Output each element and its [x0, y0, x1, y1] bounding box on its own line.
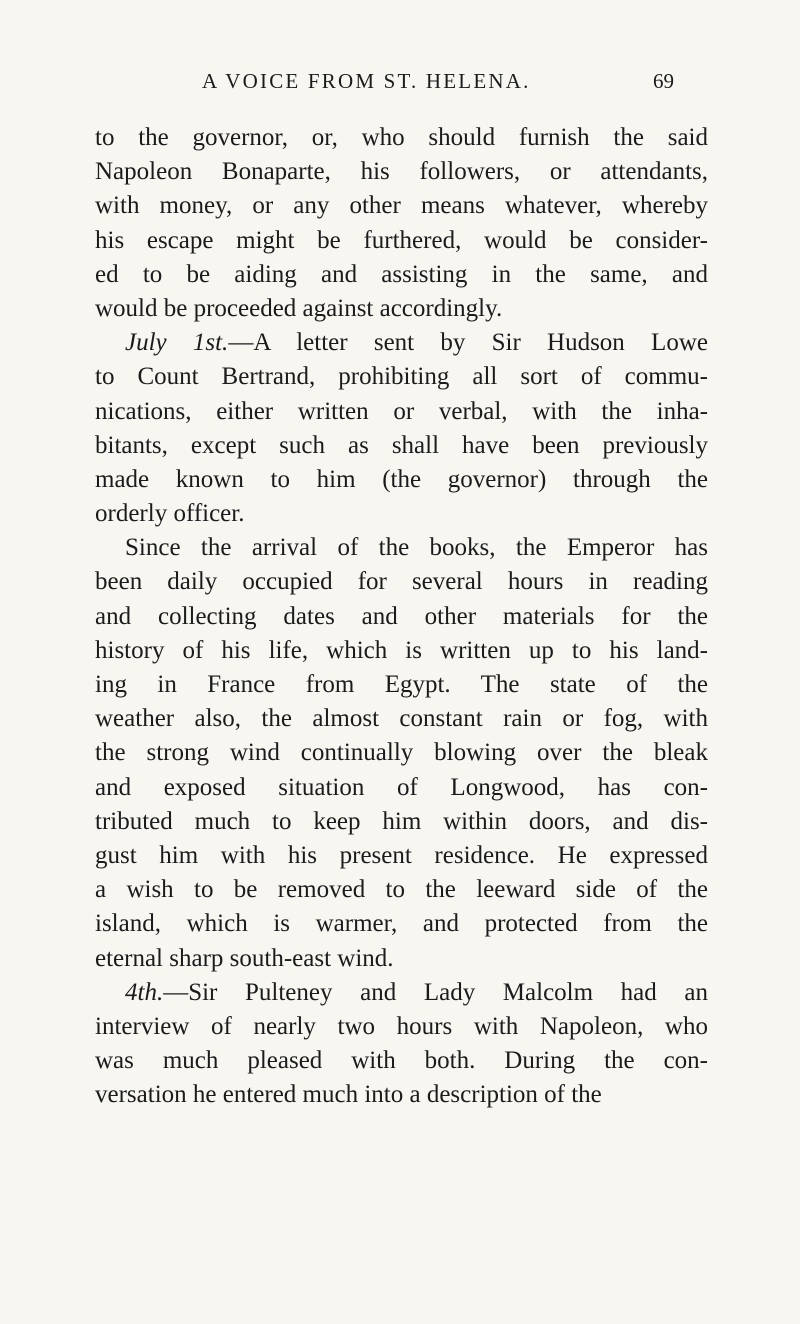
text-line: interview of nearly two hours with Napoleon, who — [95, 1012, 708, 1040]
text-line: a wish to be removed to the leeward side of the — [95, 876, 708, 904]
text-line: eternal sharp south-east wind. — [95, 944, 394, 972]
entry-date: July 1st. — [125, 329, 229, 357]
text-line: and collecting dates and other materials for the — [95, 602, 708, 630]
text-line — [95, 976, 708, 1010]
text-line: versation he entered much into a description of the — [95, 1081, 602, 1109]
paragraph-3 — [95, 531, 708, 975]
paragraph-4 — [95, 976, 708, 1113]
text-line: bitants, except such as shall have been previously — [95, 431, 708, 459]
text-line: to the governor, or, who should furnish the said — [95, 124, 708, 151]
text-line: gust him with his present residence. He expressed — [95, 841, 708, 869]
text-line: tributed much to keep him within doors, and dis- — [95, 807, 708, 835]
entry-date: 4th. — [125, 978, 164, 1006]
text-line: and exposed situation of Longwood, has con- — [95, 773, 708, 801]
text-line: island, which is warmer, and protected from the — [95, 910, 708, 938]
text-line: orderly officer. — [95, 500, 245, 528]
text-line: been daily occupied for several hours in reading — [95, 568, 708, 596]
text-line: ing in France from Egypt. The state of the — [95, 671, 708, 698]
running-title: A VOICE FROM ST. HELENA. — [202, 69, 531, 93]
text-line: history of his life, which is written up to his land- — [95, 636, 708, 664]
text-line: ed to be aiding and assisting in the same, and — [95, 260, 708, 288]
paragraph-1 — [95, 121, 708, 326]
paragraph-2 — [95, 326, 708, 531]
page-number: 69 — [653, 69, 674, 93]
text-line: weather also, the almost constant rain or fog, with — [95, 705, 708, 733]
text-line: Napoleon Bonaparte, his followers, or attendants, — [95, 158, 708, 186]
text-line: Since the arrival of the books, the Emperor has — [125, 534, 708, 562]
text-line: his escape might be furthered, would be consider- — [95, 226, 708, 254]
text-line: nications, either written or verbal, with the inha- — [95, 397, 708, 425]
text-line: the strong wind continually blowing over the bleak — [95, 739, 708, 767]
entry-text: —Sir Pulteney and Lady Malcolm had an — [163, 978, 708, 1006]
running-header — [0, 62, 800, 102]
text-line: would be proceeded against accordingly. — [95, 294, 503, 322]
text-line: was much pleased with both. During the con- — [95, 1047, 708, 1075]
text-line: to Count Bertrand, prohibiting all sort of commu- — [95, 363, 708, 391]
text-line — [95, 326, 708, 360]
text-line: made known to him (the governor) through the — [95, 465, 708, 493]
body-text — [95, 121, 708, 1112]
text-line: with money, or any other means whatever, whereby — [95, 192, 708, 220]
entry-text: —A letter sent by Sir Hudson Lowe — [228, 329, 708, 357]
